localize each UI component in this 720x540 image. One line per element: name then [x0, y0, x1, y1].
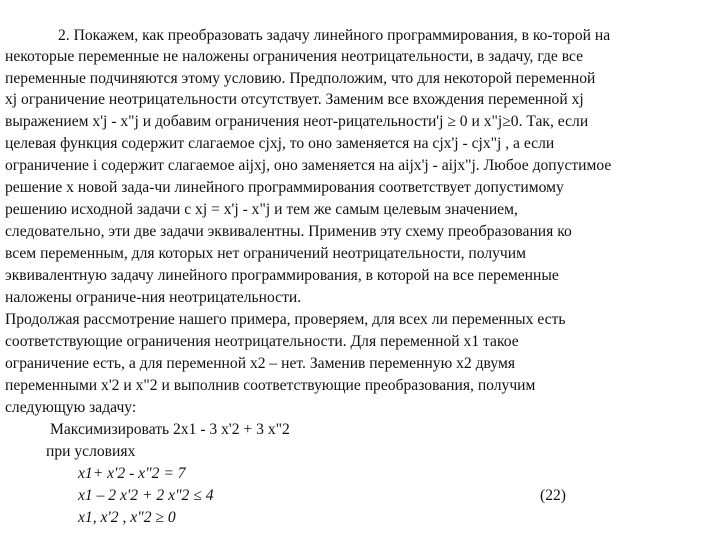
- paragraph-line: решению исходной задачи с xj = x'j - x"j и тем же самым целевым значением,: [5, 201, 518, 218]
- paragraph-line: следовательно, эти две задачи эквивалентны. Применив эту схему преобразования ко: [5, 223, 572, 240]
- paragraph-line: следующую задачу:: [5, 399, 137, 416]
- equation-number: (22): [540, 487, 566, 504]
- paragraph-line: ограничение i содержит слагаемое aijxj, оно заменяется на aijx'j - aijx"j. Любое допустимое: [5, 157, 612, 174]
- paragraph-line: некоторые переменные не наложены ограничения неотрицательности, в задачу, где все: [5, 48, 584, 65]
- paragraph-line: переменные подчиняются этому условию. Предположим, что для некоторой переменной: [5, 70, 596, 87]
- paragraph-line: выражением x'j - x"j и добавим ограничения неот-рицательности'j ≥ 0 и x"j≥0. Так, если: [5, 113, 589, 130]
- paragraph-line: наложены ограниче-ния неотрицательности.: [5, 289, 302, 306]
- paragraph-line: ограничение есть, а для переменной x2 – нет. Заменив переменную x2 двумя: [5, 355, 516, 372]
- paragraph-line: эквивалентную задачу линейного программирования, в которой на все переменные: [5, 267, 559, 284]
- paragraph-line: целевая функция содержит слагаемое cjxj, то оно заменяется на cjx'j - cjx"j , а если: [5, 135, 555, 152]
- paragraph-line: xj ограничение неотрицательности отсутствует. Заменим все вхождения переменной xj: [5, 91, 584, 108]
- paragraph-line: решение x новой зада-чи линейного программирования соответствует допустимому: [5, 179, 564, 196]
- paragraph-line: Продолжая рассмотрение нашего примера, проверяем, для всех ли переменных есть: [5, 311, 566, 328]
- conditions-label: при условиях: [46, 443, 136, 460]
- constraint-3: x1, x'2 , x"2 ≥ 0: [78, 509, 176, 526]
- objective-line: Максимизировать 2x1 - 3 x'2 + 3 x"2: [50, 421, 290, 438]
- paragraph-line: соответствующие ограничения неотрицательности. Для переменной x1 такое: [5, 333, 519, 350]
- constraint-2: x1 – 2 x'2 + 2 x"2 ≤ 4: [78, 487, 214, 504]
- constraint-1: x1+ x'2 - x"2 = 7: [78, 465, 186, 482]
- paragraph-line: 2. Покажем, как преобразовать задачу линейного программирования, в ко-торой на: [58, 27, 611, 44]
- paragraph-line: переменными x'2 и x"2 и выполнив соответствующие преобразования, получим: [5, 377, 536, 394]
- paragraph-line: всем переменным, для которых нет ограничений неотрицательности, получим: [5, 245, 526, 262]
